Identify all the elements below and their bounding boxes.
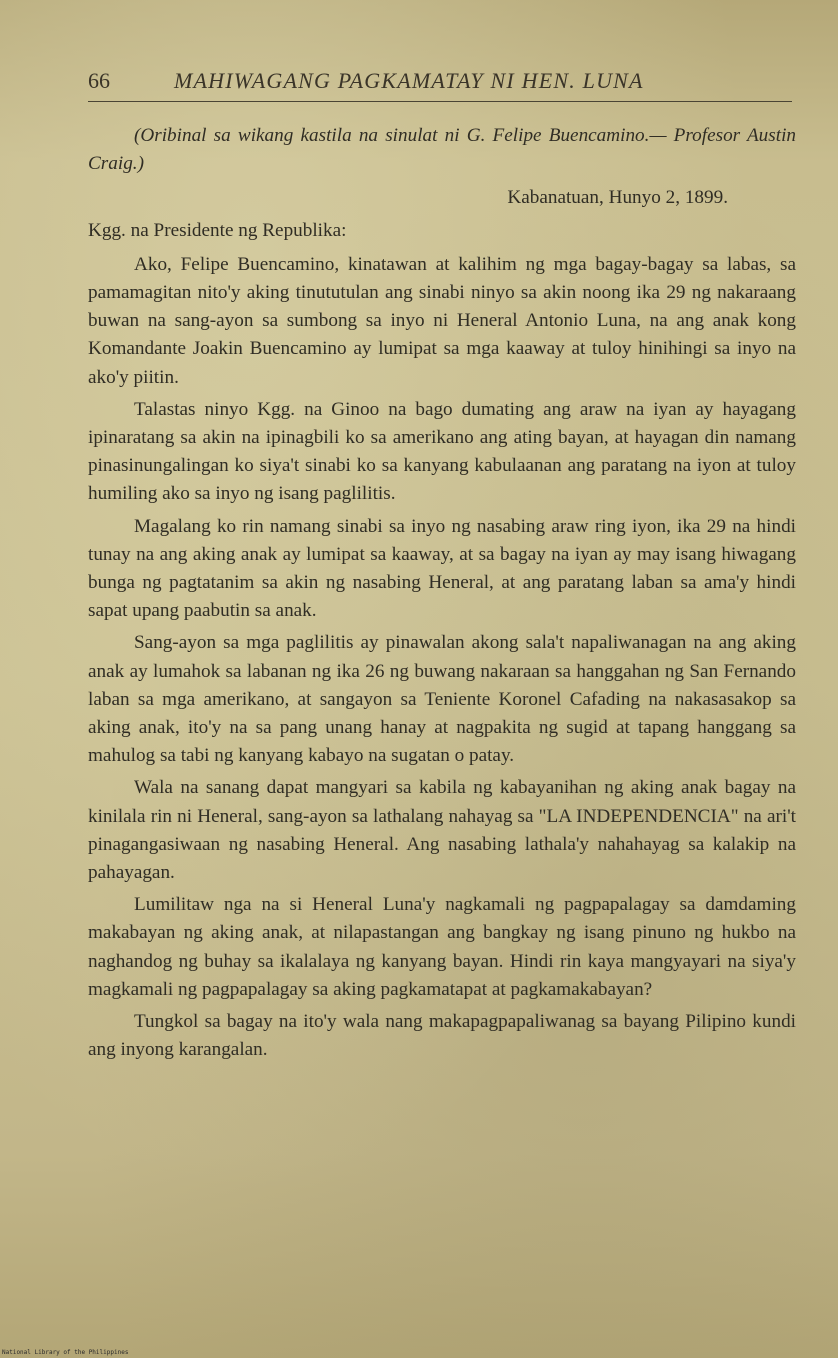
library-credit: National Library of the Philippines <box>2 1349 129 1356</box>
page-number: 66 <box>88 68 110 93</box>
running-title: MAHIWAGANG PAGKAMATAY NI HEN. LUNA <box>174 68 644 93</box>
translation-note: (Oribinal sa wikang kastila na sinulat ni G. Felipe Buencamino.— Profesor Austin Craig.) <box>88 125 796 175</box>
paragraph-5: Wala na sanang dapat mangyari sa kabila ng kabayanihan ng aking anak bagay na kinilala rin ni Heneral, sang-ayon sa lathalang nahayag sa "LA INDEPENDENCIA" na ari't pinagangasiwaan ng nasabing Heneral. Ang nasabing lathala'y nahahayag sa kalakip na pahayagan. <box>88 777 796 884</box>
page-header <box>88 66 792 100</box>
paragraph-4: Sang-ayon sa mga paglilitis ay pinawalan akong sala't napaliwanagan na ang aking anak ay lumahok sa labanan ng ika 26 ng buwang nakaraan sa hanggahan ng San Fernando laban sa mga amerikano, at sangayon sa Teniente Koronel Cafading na nakasasakop sa aking anak, ito'y na sa pang unang hanay at nagpakita ng sugid at tapang hanggang sa mahulog sa tabi ng kanyang kabayo na sugatan o patay. <box>88 632 796 767</box>
paragraph-1: Ako, Felipe Buencamino, kinatawan at kalihim ng mga bagay-bagay sa labas, sa pamamagitan nito'y aking tinututulan ang sinabi ninyo sa akin noong ika 29 ng nakaraang buwan na sang-ayon sa sumbong sa inyo ni Heneral Antonio Luna, na ang anak kong Komandante Joakin Buencamino ay lumipat sa mga kaaway at tuloy hinihingi sa inyo na ako'y piitin. <box>88 253 796 388</box>
letter-body <box>88 122 796 1069</box>
paragraph-7: Tungkol sa bagay na ito'y wala nang makapagpapaliwanag sa bayang Pilipino kundi ang inyong karangalan. <box>88 1011 796 1061</box>
paragraph-3: Magalang ko rin namang sinabi sa inyo ng nasabing araw ring iyon, ika 29 na hindi tunay na ang aking anak ay lumipat sa kaaway, at sa bagay na iyan ay may isang hiwagang bunga ng pagtatanim sa akin ng nasabing Heneral, at ang paratang laban sa ama'y hindi sapat upang paabutin sa anak. <box>88 515 796 622</box>
header-rule <box>88 101 792 102</box>
paragraph-6: Lumilitaw nga na si Heneral Luna'y nagkamali ng pagpapalagay sa damdaming makabayan ng aking anak, at nilapastangan ang bangkay ng isang pinuno ng hukbo na naghandog ng buhay sa ikalalaya ng kanyang bayan. Hindi rin kaya mangyayari na siya'y magkamali ng pagpapalagay sa aking pagkamatapat at pagkamakabayan? <box>88 894 796 1000</box>
dateline: Kabanatuan, Hunyo 2, 1899. <box>507 187 728 209</box>
salutation: Kgg. na Presidente ng Republika: <box>88 219 347 241</box>
paragraph-2: Talastas ninyo Kgg. na Ginoo na bago dumating ang araw na iyan ay hayagang ipinaratang sa akin na ipinagbili ko sa amerikano ang ating bayan, at hayagan din namang pinasinungalingan ko siya't sinabi ko sa kanyang kabulaanan ang paratang na iyon at tuloy humiling ako sa inyo ng isang paglilitis. <box>88 398 796 505</box>
